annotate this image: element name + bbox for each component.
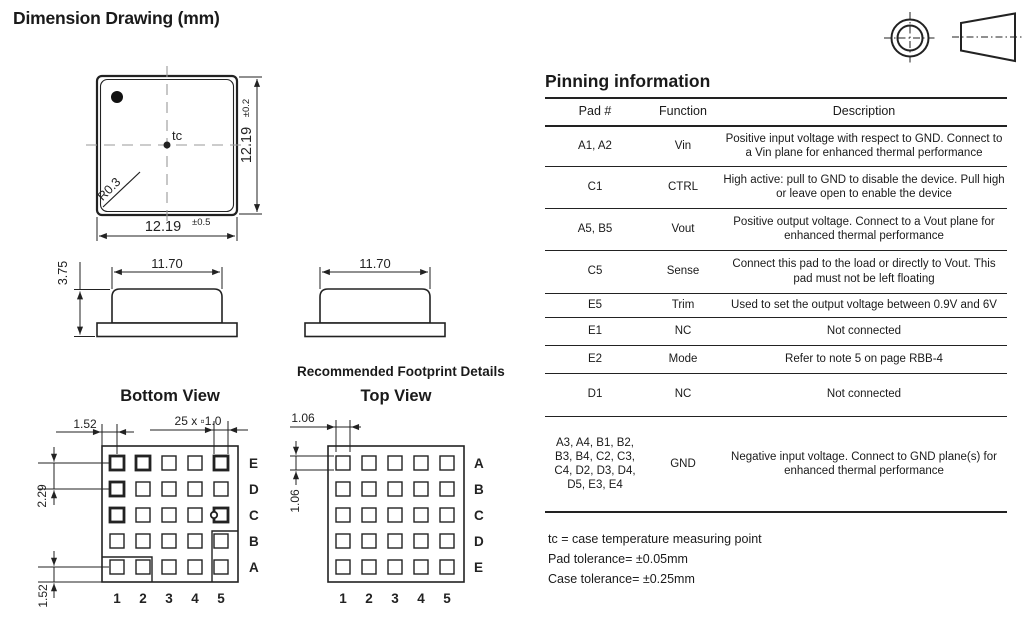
- pad-c3: [162, 508, 176, 522]
- pad-e3: [388, 560, 402, 574]
- pad-c5: [440, 508, 454, 522]
- pad-notch-icon: [211, 512, 217, 518]
- pad-b5: [440, 482, 454, 496]
- pad-d3: [388, 534, 402, 548]
- header-pad: Pad #: [578, 104, 612, 119]
- top-view-drawing: [288, 411, 484, 606]
- pad-a1: [336, 456, 350, 470]
- pad-e4: [188, 456, 202, 470]
- header-function: Function: [659, 104, 707, 119]
- pad-a4: [188, 560, 202, 574]
- description-cell: Not connected: [826, 388, 902, 401]
- description-cell: Positive output voltage. Connect to a Vout plane for enhanced thermal performance: [733, 215, 995, 242]
- pad-a1: [110, 560, 124, 574]
- description-cell: Not connected: [826, 324, 902, 337]
- pad-e5: [214, 456, 228, 470]
- function-cell: Vout: [671, 222, 695, 235]
- note-case-tolerance: Case tolerance= ±0.25mm: [548, 572, 695, 586]
- pad-e1: [110, 456, 124, 470]
- pad-e2: [136, 456, 150, 470]
- pad-d2: [136, 482, 150, 496]
- pin-row: [545, 250, 1007, 293]
- row-label: A: [249, 560, 259, 575]
- notes-block: [548, 529, 762, 589]
- dim-height-tol: ±0.2: [241, 98, 252, 118]
- pad-cell: E5: [587, 298, 603, 311]
- pad-cell: A3, A4, B1, B2, B3, B4, C2, C3, C4, D2, D3, D4, D5, E3, E4: [554, 436, 636, 491]
- pin-row: [545, 317, 1007, 345]
- corner-radius-label: R0.3: [94, 174, 124, 204]
- pad-d5: [440, 534, 454, 548]
- pad-b1: [336, 482, 350, 496]
- pad-cell: A1, A2: [578, 140, 612, 153]
- pad-cell: C1: [587, 180, 603, 193]
- function-cell: Trim: [671, 298, 695, 311]
- dim-pad-count-size: 25 x ▫1.0: [174, 414, 222, 428]
- side-views: [56, 256, 445, 337]
- pad-a5: [214, 560, 228, 574]
- pad-b3: [388, 482, 402, 496]
- dim-body-width-right: 11.70: [359, 256, 391, 271]
- pad-e3: [162, 456, 176, 470]
- pad-a2: [136, 560, 150, 574]
- side-body: [320, 289, 430, 323]
- pad-d1: [336, 534, 350, 548]
- pad-cell: D1: [587, 388, 603, 401]
- page-title: Dimension Drawing (mm): [13, 8, 220, 28]
- pad-e5: [440, 560, 454, 574]
- pad-a2: [362, 456, 376, 470]
- pad-c3: [388, 508, 402, 522]
- pad-a5: [440, 456, 454, 470]
- dim-edge-to-rowA: 1.52: [36, 584, 50, 608]
- description-cell: Refer to note 5 on page RBB-4: [785, 352, 943, 365]
- col-label: 4: [417, 591, 425, 606]
- projection-symbol: [884, 12, 1022, 64]
- description-cell: Positive input voltage with respect to GND. Connect to a Vin plane for enhanced thermal performance: [725, 133, 1003, 160]
- pin1-dot: [111, 91, 123, 103]
- pad-c1: [110, 508, 124, 522]
- row-label: C: [249, 508, 259, 523]
- pad-cell: E2: [587, 352, 603, 365]
- row-label: D: [474, 534, 484, 549]
- col-label: 2: [139, 591, 147, 606]
- pin-row: [545, 416, 1007, 512]
- col-label: 5: [217, 591, 225, 606]
- pad-a4: [414, 456, 428, 470]
- pinning-title: Pinning information: [545, 71, 711, 91]
- dim-pad-height: 1.06: [288, 489, 302, 513]
- col-label: 3: [165, 591, 173, 606]
- function-cell: GND: [670, 457, 696, 470]
- row-label: C: [474, 508, 484, 523]
- pad-a3: [388, 456, 402, 470]
- function-cell: Vin: [674, 140, 692, 153]
- pad-d4: [414, 534, 428, 548]
- footprint-heading: Recommended Footprint Details: [297, 364, 505, 379]
- pinning-table: [545, 97, 1007, 513]
- pad-b2: [136, 534, 150, 548]
- bottom-view-title: Bottom View: [120, 387, 220, 405]
- pad-b4: [414, 482, 428, 496]
- pad-b3: [162, 534, 176, 548]
- row-label: A: [474, 456, 484, 471]
- pad-d2: [362, 534, 376, 548]
- dim-width-tol: ±0.5: [192, 217, 211, 228]
- col-label: 1: [113, 591, 121, 606]
- dim-body-width-left: 11.70: [151, 256, 183, 271]
- pad-d3: [162, 482, 176, 496]
- function-cell: Sense: [666, 265, 700, 278]
- bottom-view-drawing: [35, 414, 259, 608]
- pin-row: [545, 126, 1007, 166]
- pad-d1: [110, 482, 124, 496]
- tc-point: [164, 142, 171, 149]
- pad-a3: [162, 560, 176, 574]
- side-base: [305, 323, 445, 337]
- dim-pad-width: 1.06: [291, 411, 315, 425]
- package-top-view: [86, 66, 262, 241]
- row-label: D: [249, 482, 259, 497]
- description-cell: High active: pull to GND to disable the device. Pull high or leave open to enable the device: [723, 173, 1005, 200]
- col-label: 4: [191, 591, 199, 606]
- pin-row: [545, 373, 1007, 416]
- pad-e2: [362, 560, 376, 574]
- function-cell: Mode: [668, 352, 698, 365]
- pin-row: [545, 345, 1007, 373]
- col-label: 5: [443, 591, 451, 606]
- description-cell: Connect this pad to the load or directly to Vout. This pad must not be left floating: [732, 258, 996, 285]
- pad-c1: [336, 508, 350, 522]
- description-cell: Negative input voltage. Connect to GND plane(s) for enhanced thermal performance: [731, 450, 997, 477]
- dim-height: 12.19: [239, 126, 255, 164]
- pinning-header-row: [545, 98, 1007, 126]
- pad-cell: A5, B5: [577, 222, 613, 235]
- tc-label: tc: [172, 128, 183, 143]
- function-cell: NC: [674, 388, 692, 401]
- pad-e1: [336, 560, 350, 574]
- pad-cell: E1: [587, 324, 603, 337]
- side-base: [97, 323, 237, 337]
- col-label: 2: [365, 591, 373, 606]
- description-cell: Used to set the output voltage between 0.9V and 6V: [731, 298, 997, 311]
- pad-c4: [188, 508, 202, 522]
- col-label: 1: [339, 591, 347, 606]
- pad-d4: [188, 482, 202, 496]
- pin-row: [545, 208, 1007, 250]
- pad-b4: [188, 534, 202, 548]
- pad-b2: [362, 482, 376, 496]
- note-tc: tc = case temperature measuring point: [548, 532, 762, 546]
- function-cell: CTRL: [667, 180, 699, 193]
- pad-c2: [362, 508, 376, 522]
- row-label: B: [249, 534, 259, 549]
- pad-b1: [110, 534, 124, 548]
- function-cell: NC: [674, 324, 692, 337]
- pin-row: [545, 293, 1007, 317]
- col-label: 3: [391, 591, 399, 606]
- row-label: E: [249, 456, 259, 471]
- note-pad-tolerance: Pad tolerance= ±0.05mm: [548, 552, 688, 566]
- pad-b5: [214, 534, 228, 548]
- pad-d5: [214, 482, 228, 496]
- pad-e4: [414, 560, 428, 574]
- pin-row: [545, 166, 1007, 208]
- pad-c4: [414, 508, 428, 522]
- pad-cell: C5: [587, 265, 603, 278]
- dim-edge-to-col1: 1.52: [73, 417, 97, 431]
- dim-pkg-height: 3.75: [56, 260, 70, 286]
- pad-c2: [136, 508, 150, 522]
- dim-width: 12.19: [144, 219, 182, 235]
- row-label: B: [474, 482, 484, 497]
- top-view-title: Top View: [360, 387, 432, 405]
- header-description: Description: [832, 104, 896, 119]
- row-label: E: [474, 560, 484, 575]
- dim-row-pitch: 2.29: [35, 484, 49, 508]
- side-body: [112, 289, 222, 323]
